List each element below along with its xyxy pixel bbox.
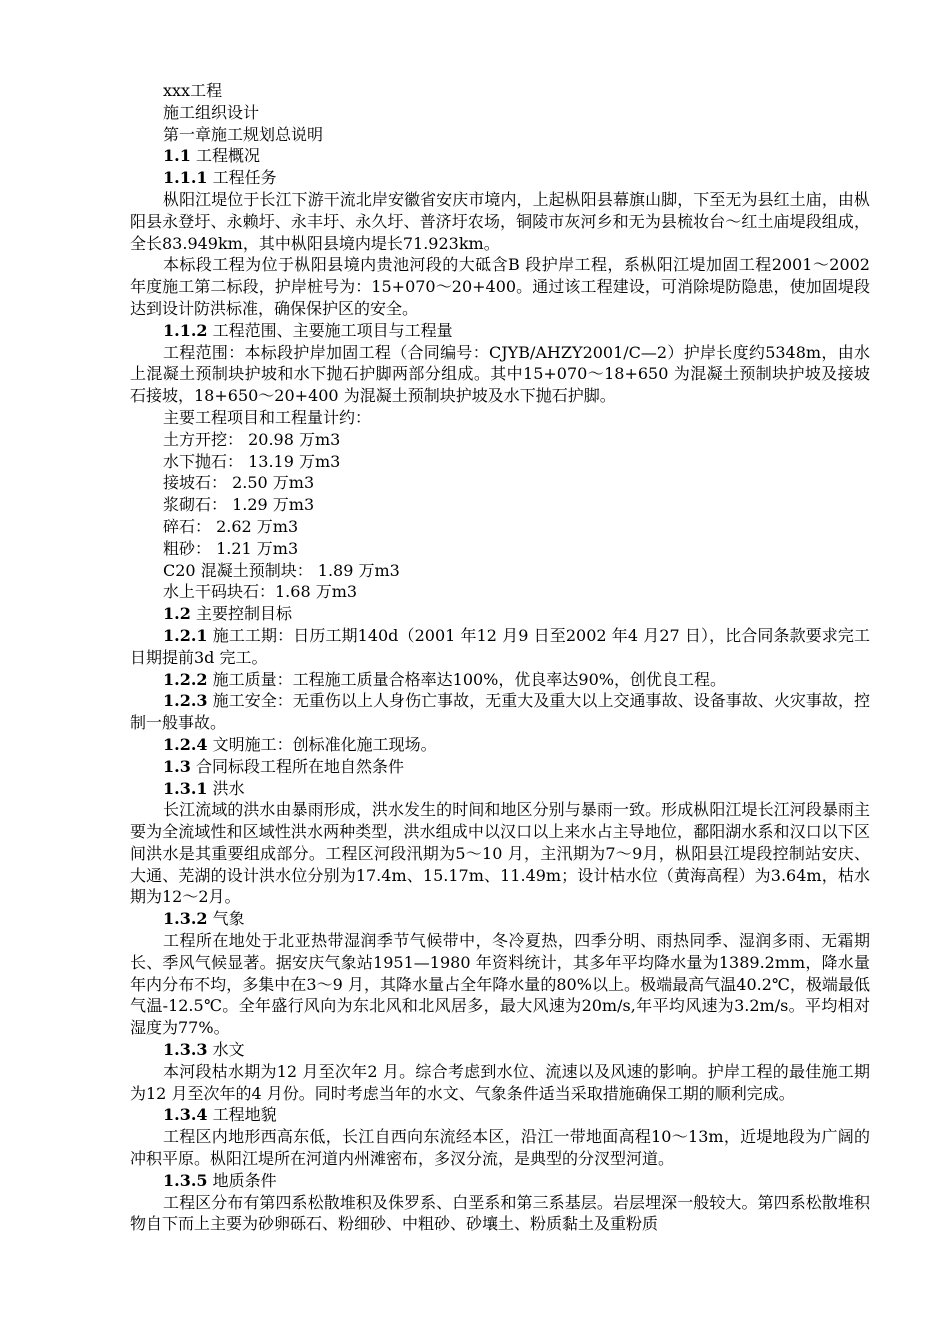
paragraph-flood: 长江流域的洪水由暴雨形成，洪水发生的时间和地区分别与暴雨一致。形成枞阳江堤长江河段暴雨主要为全流域性和区域性洪水两种类型，洪水组成中以汉口以上来水占主导地位，鄱阳湖水系和汉口以下区间洪水是其重要组成部分。工程区河段汛期为5～10 月，主汛期为7～9月，枞阳县江堤段控制站安庆、大通、芜湖的设计洪水位分别为17.4m、15.17m、11.49m；设计枯水位（黄海高程）为3.64m，枯水期为12～2月。 <box>130 800 870 907</box>
paragraph-landform: 工程区内地形西高东低，长江自西向东流经本区，沿江一带地面高程10～13m，近堤地段为广阔的冲积平原。枞阳江堤所在河道内州滩密布，多汊分流，是典型的分汊型河道。 <box>130 1127 870 1169</box>
quantity-item: 碎石： 2.62 万m3 <box>163 516 299 536</box>
target-quality: 1.2.2 施工质量：工程施工质量合格率达100%，优良率达90%，创优良工程。 <box>163 669 726 689</box>
paragraph-scope: 工程范围：本标段护岸加固工程（合同编号：CJYB/AHZY2001/C—2）护岸长度约5348m，由水上混凝土预制块护坡和水下抛石护脚两部分组成。其中15+070～18+650 为混凝土预制块护坡及接坡石接坡，18+650～20+400 为混凝土预制块护坡及水下抛石护脚。 <box>130 342 870 406</box>
paragraph-hydrology: 本河段枯水期为12 月至次年2 月。综合考虑到水位、流速以及风速的影响。护岸工程的最佳施工期为12 月至次年的4 月份。同时考虑当年的水文、气象条件适当采取措施确保工期的顺利完成。 <box>130 1061 870 1103</box>
heading-1-3-3: 1.3.3 水文 <box>163 1040 245 1060</box>
heading-1-3-2: 1.3.2 气象 <box>163 909 245 929</box>
paragraph-geology: 工程区分布有第四系松散堆积及侏罗系、白垩系和第三系基层。岩层埋深一般较大。第四系松散堆积物自下而上主要为砂卵砾石、粉细砂、中粗砂、砂壤土、粉质黏土及重粉质 <box>130 1192 870 1234</box>
heading-1-2: 1.2 主要控制目标 <box>163 604 292 624</box>
quantity-item: 接坡石： 2.50 万m3 <box>163 473 315 493</box>
heading-1-3-1: 1.3.1 洪水 <box>163 778 245 798</box>
heading-1-3-4: 1.3.4 工程地貌 <box>163 1105 277 1125</box>
quantity-item: 粗砂： 1.21 万m3 <box>163 538 299 558</box>
document-title: 施工组织设计 <box>163 102 260 122</box>
target-civilized: 1.2.4 文明施工：创标准化施工现场。 <box>163 734 437 754</box>
chapter-title: 第一章施工规划总说明 <box>163 124 324 144</box>
paragraph-weather: 工程所在地处于北亚热带湿润季节气候带中，冬冷夏热，四季分明、雨热同季、湿润多雨、无霜期长、季风气候显著。据安庆气象站1951—1980 年资料统计，其多年平均降水量为1389.2mm，降水量年内分布不均，多集中在3～9 月，其降水量占全年降水量的80%以上。极端最高气温40.2℃，极端最低气温-12.5℃。全年盛行风向为东北风和北风居多，最大风速为20m/s,年平均风速为3.2m/s。平均相对湿度为77%。 <box>130 931 870 1038</box>
target-schedule: 1.2.1 施工工期：日历工期140d（2001 年12 月9 日至2002 年4 月27 日），比合同条款要求完工日期提前3d 完工。 <box>130 625 870 667</box>
heading-1-3: 1.3 合同标段工程所在地自然条件 <box>163 756 404 776</box>
quantity-item: 水上干码块石：1.68 万m3 <box>163 582 358 602</box>
paragraph-task-2: 本标段工程为位于枞阳县境内贵池河段的大砥含B 段护岸工程，系枞阳江堤加固工程2001～2002 年度施工第二标段，护岸桩号为：15+070～20+400。通过该工程建设，可消除堤防隐患，使加固堤段达到设计防洪标准，确保保护区的安全。 <box>130 255 870 318</box>
target-safety: 1.2.3 施工安全：无重伤以上人身伤亡事故，无重大及重大以上交通事故、设备事故、火灾事故，控制一般事故。 <box>130 691 870 733</box>
project-title: xxx工程 <box>163 81 223 100</box>
quantity-item: C20 混凝土预制块： 1.89 万m3 <box>163 560 400 580</box>
heading-1-1-2: 1.1.2 工程范围、主要施工项目与工程量 <box>163 320 453 340</box>
heading-1-1: 1.1 工程概况 <box>163 146 260 166</box>
document-body <box>130 80 870 1235</box>
heading-1-3-5: 1.3.5 地质条件 <box>163 1170 277 1190</box>
quantity-item: 浆砌石： 1.29 万m3 <box>163 495 315 515</box>
quantity-item: 水下抛石： 13.19 万m3 <box>163 451 341 471</box>
paragraph-task-1: 枞阳江堤位于长江下游干流北岸安徽省安庆市境内，上起枞阳县幕旗山脚，下至无为县红土庙，由枞阳县永登圩、永赖圩、永丰圩、永久圩、普济圩农场，铜陵市灰河乡和无为县梳妆台～红土庙堤段组成，全长83.949km，其中枞阳县境内堤长71.923km。 <box>130 189 870 253</box>
heading-1-1-1: 1.1.1 工程任务 <box>163 168 277 188</box>
quantities-intro: 主要工程项目和工程量计约： <box>163 407 372 427</box>
quantity-item: 土方开挖： 20.98 万m3 <box>163 429 341 449</box>
